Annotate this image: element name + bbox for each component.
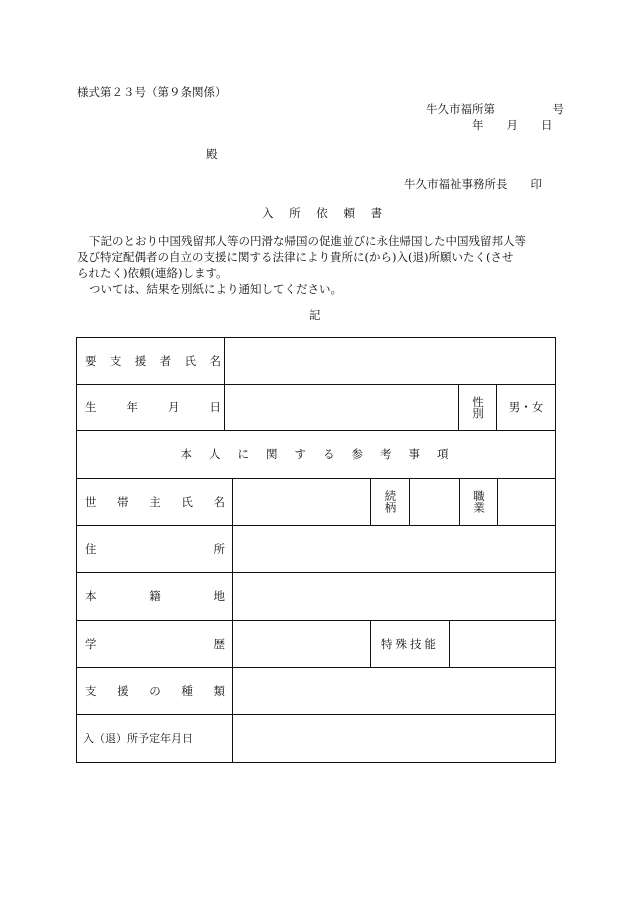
- paragraph-2: ついては、結果を別紙により通知してください。: [89, 282, 342, 296]
- sender-name: 牛久市福祉事務所長 印: [404, 177, 542, 191]
- date-line: 年 月 日: [472, 118, 553, 132]
- sex-label: [459, 384, 496, 430]
- education-label: 学 歴: [85, 636, 225, 651]
- skill-label: 特殊技能: [381, 636, 439, 651]
- name-field[interactable]: [225, 338, 555, 384]
- relation-label-text: 続柄: [383, 490, 398, 513]
- schedule-label: 入（退）所予定年月日: [83, 732, 193, 745]
- ki-label: 記: [309, 308, 321, 322]
- support-label: 支 援 の 種 類: [85, 683, 225, 698]
- domicile-label: 本 籍 地: [85, 589, 225, 603]
- occupation-label-text: 職業: [472, 490, 486, 513]
- relation-field[interactable]: [410, 478, 459, 525]
- head-field[interactable]: [233, 478, 370, 525]
- skill-field[interactable]: [450, 620, 555, 667]
- support-field[interactable]: [233, 667, 555, 714]
- address-field[interactable]: [233, 525, 555, 572]
- paragraph-1-line-1: 下記のとおり中国残留邦人等の円滑な帰国の促進並びに永住帰国した中国残留邦人等: [89, 234, 526, 248]
- paragraph-1-line-2: 及び特定配偶者の自立の支援に関する法律により貴所に(から)入(退)所願いたく(させ: [77, 250, 514, 264]
- sex-value[interactable]: 男・女: [508, 400, 544, 414]
- recipient-suffix: 殿: [206, 147, 218, 161]
- education-field[interactable]: [233, 620, 370, 667]
- name-label: 要 支 援 者 氏 名: [85, 354, 221, 368]
- sex-label-text: 性別: [471, 395, 485, 419]
- reference-header: 本人に関する参考事項: [180, 447, 466, 461]
- body-text: [77, 233, 559, 297]
- form-table: [76, 337, 556, 763]
- birth-label: 生 年 月 日: [85, 400, 221, 414]
- document-title: 入 所 依 頼 書: [262, 206, 389, 220]
- address-label: 住 所: [85, 541, 225, 556]
- paragraph-1-line-3: られたく)依頼(連絡)します。: [77, 266, 228, 280]
- occupation-field[interactable]: [498, 478, 555, 525]
- schedule-field[interactable]: [233, 714, 555, 762]
- head-label: 世 帯 主 氏 名: [85, 494, 225, 509]
- form-label: 様式第２３号（第９条関係）: [77, 85, 227, 99]
- relation-label: [371, 478, 409, 525]
- occupation-label: [460, 478, 497, 525]
- birth-field[interactable]: [225, 384, 458, 430]
- office-number: 牛久市福所第 号: [426, 102, 564, 116]
- domicile-field[interactable]: [233, 572, 555, 620]
